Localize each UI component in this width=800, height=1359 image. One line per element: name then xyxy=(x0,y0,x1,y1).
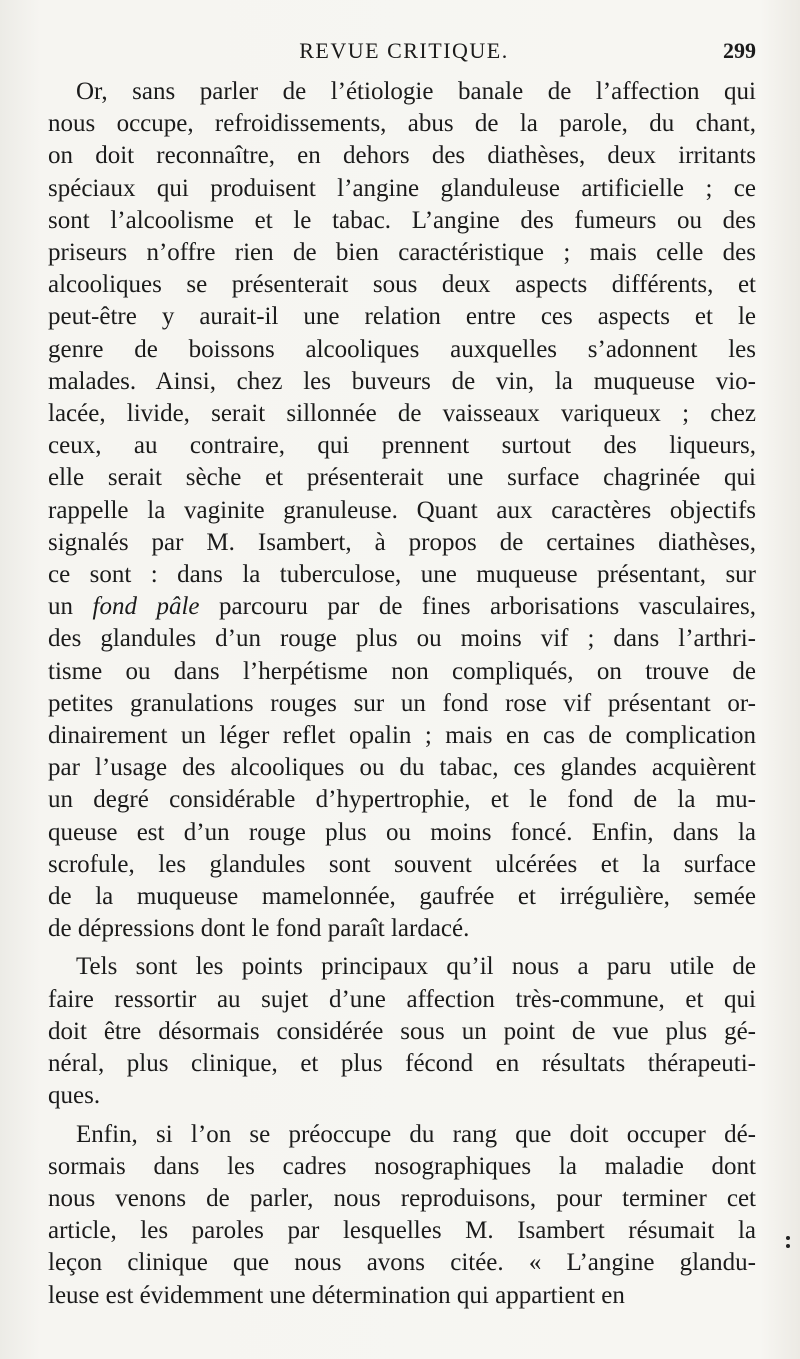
text-line: leuse est évidemment une détermination qui appartient en xyxy=(48,1281,625,1309)
paragraph-conclusion xyxy=(48,1119,756,1312)
text-line: néral, plus clinique, et plus fécond en résultats thérapeuti- xyxy=(48,1050,756,1078)
text-line: nous venons de parler, nous reproduisons, pour terminer cet xyxy=(48,1184,756,1212)
text-line: nous occupe, refroidissements, abus de la parole, du chant, xyxy=(48,110,756,138)
paragraph-summary xyxy=(48,951,756,1112)
margin-dots xyxy=(786,1232,792,1254)
paragraph-etiology xyxy=(48,76,756,945)
running-title: REVUE CRITIQUE. xyxy=(299,38,509,63)
text-line: lacée, livide, serait sillonnée de vaisseaux variqueux ; chez xyxy=(48,400,756,428)
text-line: ceux, au contraire, qui prennent surtout des liqueurs, xyxy=(48,432,756,460)
text-line: doit être désormais considérée sous un point de vue plus gé- xyxy=(48,1017,756,1045)
italic-phrase: fond pâle xyxy=(92,593,200,621)
text-line: un degré considérable d’hypertrophie, et le fond de la mu- xyxy=(48,786,756,814)
text-line: des glandules d’un rouge plus ou moins vif ; dans l’arthri- xyxy=(48,625,756,653)
page-number: 299 xyxy=(723,38,756,63)
text-line: signalés par M. Isambert, à propos de certaines diathèses, xyxy=(48,528,756,556)
text-line: par l’usage des alcooliques ou du tabac, ces glandes acquièrent xyxy=(48,754,756,782)
text-line: malades. Ainsi, chez les buveurs de vin, la muqueuse vio- xyxy=(48,367,756,395)
text-line: sont l’alcoolisme et le tabac. L’angine des fumeurs ou des xyxy=(48,206,756,234)
text-line: alcooliques se présenterait sous deux aspects différents, et xyxy=(48,271,756,299)
text-line: petites granulations rouges sur un fond rose vif présentant or- xyxy=(48,689,756,717)
text-line: rappelle la vaginite granuleuse. Quant aux caractères objectifs xyxy=(48,496,756,524)
text-line: tisme ou dans l’herpétisme non compliqués, on trouve de xyxy=(48,657,756,685)
text-line: scrofule, les glandules sont souvent ulcérées et la surface xyxy=(48,850,756,878)
text-line: dinairement un léger reflet opalin ; mais en cas de complication xyxy=(48,722,756,750)
text-line: elle serait sèche et présenterait une surface chagrinée qui xyxy=(48,464,756,492)
text-line: Enfin, si l’on se préoccupe du rang que doit occuper dé- xyxy=(76,1120,756,1148)
text-line: sormais dans les cadres nosographiques la maladie dont xyxy=(48,1152,756,1180)
text-line: on doit reconnaître, en dehors des diathèses, deux irritants xyxy=(48,142,756,170)
text-line: faire ressortir au sujet d’une affection très-commune, et qui xyxy=(48,985,756,1013)
text-line: genre de boissons alcooliques auxquelles s’adonnent les xyxy=(48,335,756,363)
text-line: Or, sans parler de l’étiologie banale de l’affection qui xyxy=(76,78,756,105)
text-line: leçon clinique que nous avons citée. « L’angine glandu- xyxy=(48,1249,756,1277)
page-header xyxy=(48,34,760,74)
text-line: un fond pâle parcouru par de fines arborisations vasculaires, xyxy=(48,593,756,621)
text-line: priseurs n’offre rien de bien caractéristique ; mais celle des xyxy=(48,239,756,267)
text-line: queuse est d’un rouge plus ou moins foncé. Enfin, dans la xyxy=(48,818,756,846)
text-line: Tels sont les points principaux qu’il nous a paru utile de xyxy=(76,953,756,981)
text-line: de la muqueuse mamelonnée, gaufrée et irrégulière, semée xyxy=(48,883,756,911)
text-line: de dépressions dont le fond paraît lardacé. xyxy=(48,915,470,943)
text-line: ce sont : dans la tuberculose, une muqueuse présentant, sur xyxy=(48,561,756,589)
text-line: peut-être y aurait-il une relation entre ces aspects et le xyxy=(48,303,756,331)
text-line: spéciaux qui produisent l’angine glanduleuse artificielle ; ce xyxy=(48,174,756,202)
text-line: ques. xyxy=(48,1082,101,1110)
body-text xyxy=(48,76,756,1312)
text-line: article, les paroles par lesquelles M. Isambert résumait la xyxy=(48,1217,756,1245)
